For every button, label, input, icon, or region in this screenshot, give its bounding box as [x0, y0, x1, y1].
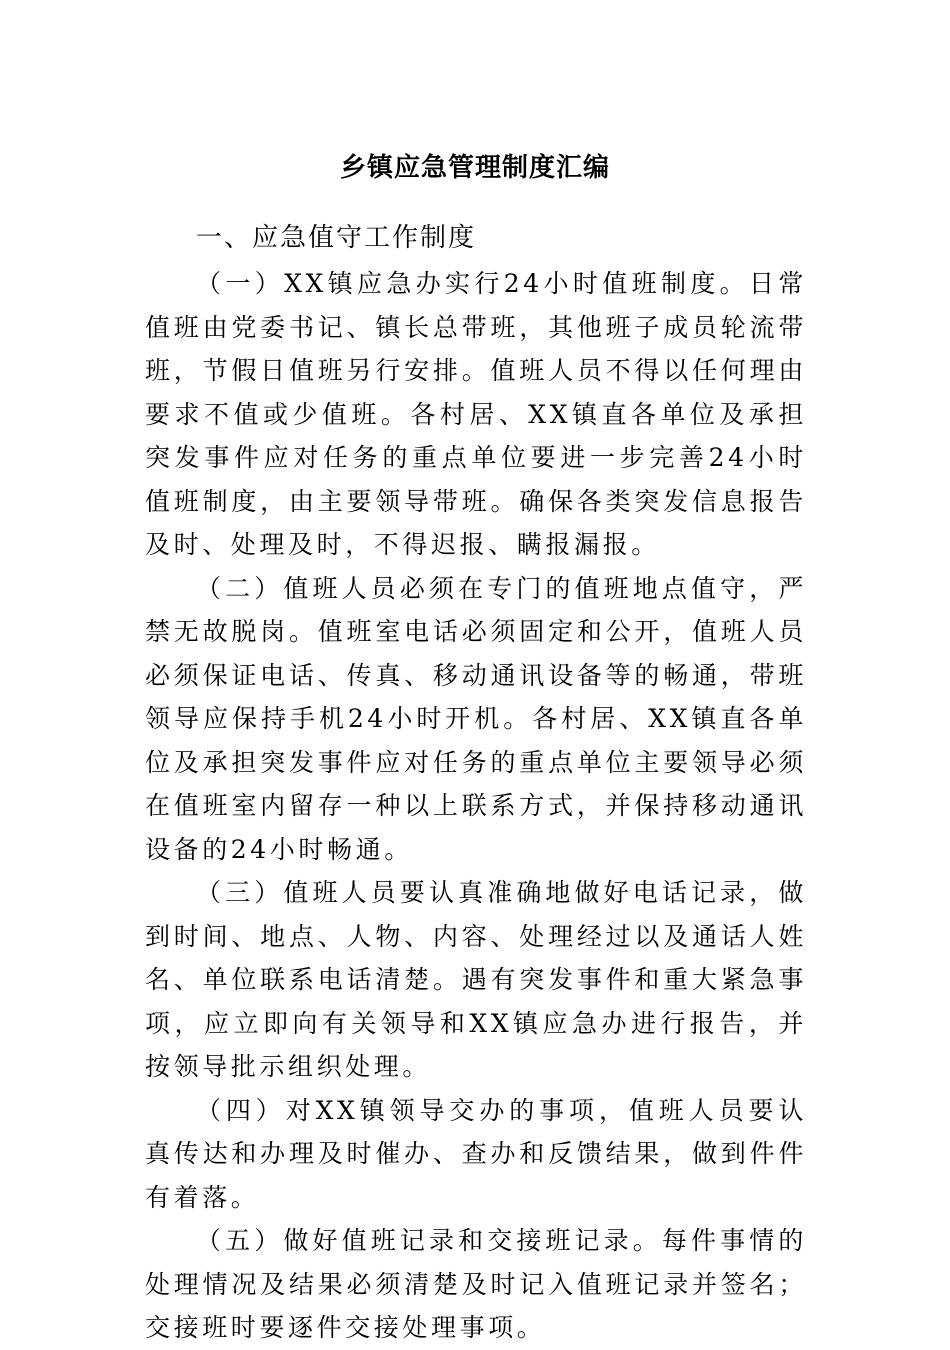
- paragraph-2: （二）值班人员必须在专门的值班地点值守，严禁无故脱岗。值班室电话必须固定和公开，值班人员必须保证电话、传真、移动通讯设备等的畅通，带班领导应保持手机24小时开机。各村居、XX镇直各单位及承担突发事件应对任务的重点单位主要领导必须在值班室内留存一种以上联系方式，并保持移动通讯设备的24小时畅通。: [145, 573, 807, 864]
- section-heading: 一、应急值守工作制度: [196, 223, 477, 253]
- paragraph-5: （五）做好值班记录和交接班记录。每件事情的处理情况及结果必须清楚及时记入值班记录并签名；交接班时要逐件交接处理事项。: [145, 1226, 807, 1342]
- paragraph-4: （四）对XX镇领导交办的事项，值班人员要认真传达和办理及时催办、查办和反馈结果，做到件件有着落。: [145, 1095, 807, 1212]
- document-body: [145, 262, 807, 1350]
- paragraph-3: （三）值班人员要认真准确地做好电话记录，做到时间、地点、人物、内容、处理经过以及通话人姓名、单位联系电话清楚。遇有突发事件和重大紧急事项，应立即向有关领导和XX镇应急办进行报告，并按领导批示组织处理。: [145, 878, 807, 1081]
- document-title: 乡镇应急管理制度汇编: [339, 153, 610, 183]
- paragraph-1: （一）XX镇应急办实行24小时值班制度。日常值班由党委书记、镇长总带班，其他班子成员轮流带班，节假日值班另行安排。值班人员不得以任何理由要求不值或少值班。各村居、XX镇直各单位及承担突发事件应对任务的重点单位要进一步完善24小时值班制度，由主要领导带班。确保各类突发信息报告及时、处理及时，不得迟报、瞒报漏报。: [145, 269, 807, 559]
